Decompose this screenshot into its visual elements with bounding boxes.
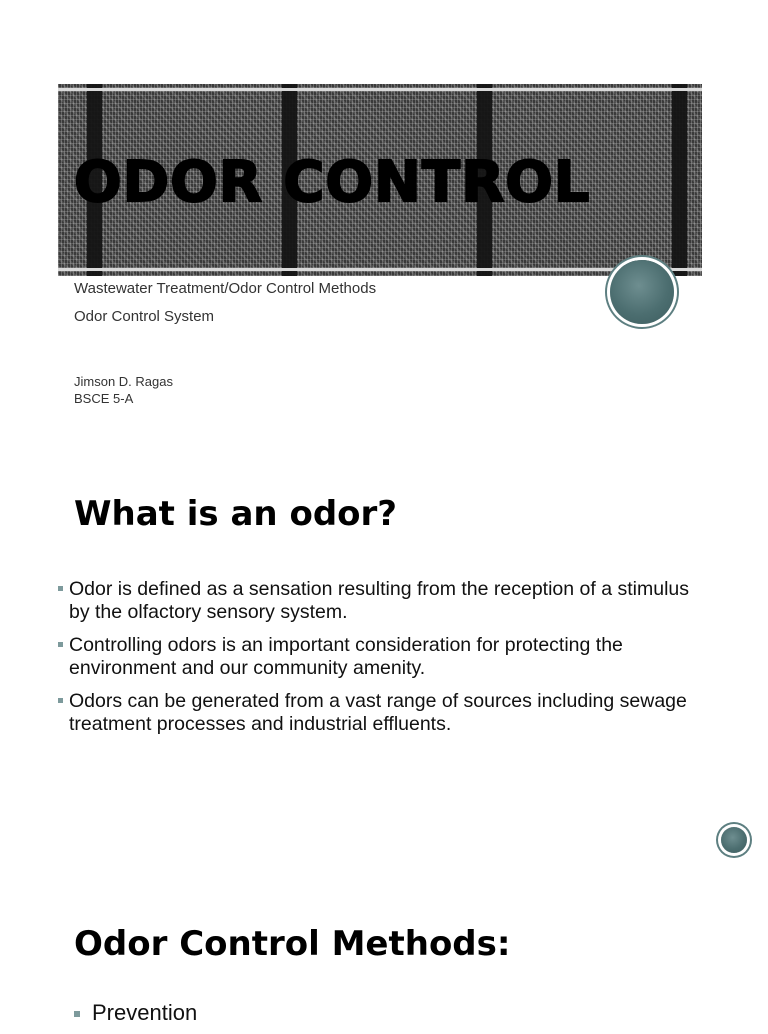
bullet-list <box>58 1001 698 1034</box>
list-item-text: Prevention <box>92 1000 198 1025</box>
list-item <box>58 634 698 680</box>
slide-heading: What is an odor? <box>74 494 397 534</box>
list-item-text: Controlling odors is an important consideration for protecting the environment and our community amenity. <box>69 634 623 679</box>
list-item <box>58 578 698 624</box>
square-bullet-icon <box>58 642 63 647</box>
subtitle-methods: Wastewater Treatment/Odor Control Methods <box>74 280 377 297</box>
title-slide <box>0 0 768 440</box>
square-bullet-icon <box>74 1011 80 1017</box>
square-bullet-icon <box>58 586 63 591</box>
slide-title: ODOR CONTROL <box>74 150 591 215</box>
author-name: Jimson D. Ragas <box>74 374 173 389</box>
banner-edge-bottom <box>58 268 702 271</box>
square-bullet-icon <box>58 698 63 703</box>
list-item-text: Odor is defined as a sensation resulting from the reception of a stimulus by the olfactory sensory system. <box>69 578 689 623</box>
banner-edge-top <box>58 88 702 91</box>
list-item <box>58 690 698 736</box>
slide-heading: Odor Control Methods: <box>74 924 511 964</box>
circle-badge-icon <box>610 260 674 324</box>
list-item <box>58 1001 698 1024</box>
circle-badge-icon <box>721 827 747 853</box>
list-item-text: Odors can be generated from a vast range of sources including sewage treatment processes and industrial effluents. <box>69 690 687 735</box>
subtitle-system: Odor Control System <box>74 308 215 325</box>
author-section: BSCE 5-A <box>74 391 134 406</box>
bullet-list <box>58 578 698 746</box>
